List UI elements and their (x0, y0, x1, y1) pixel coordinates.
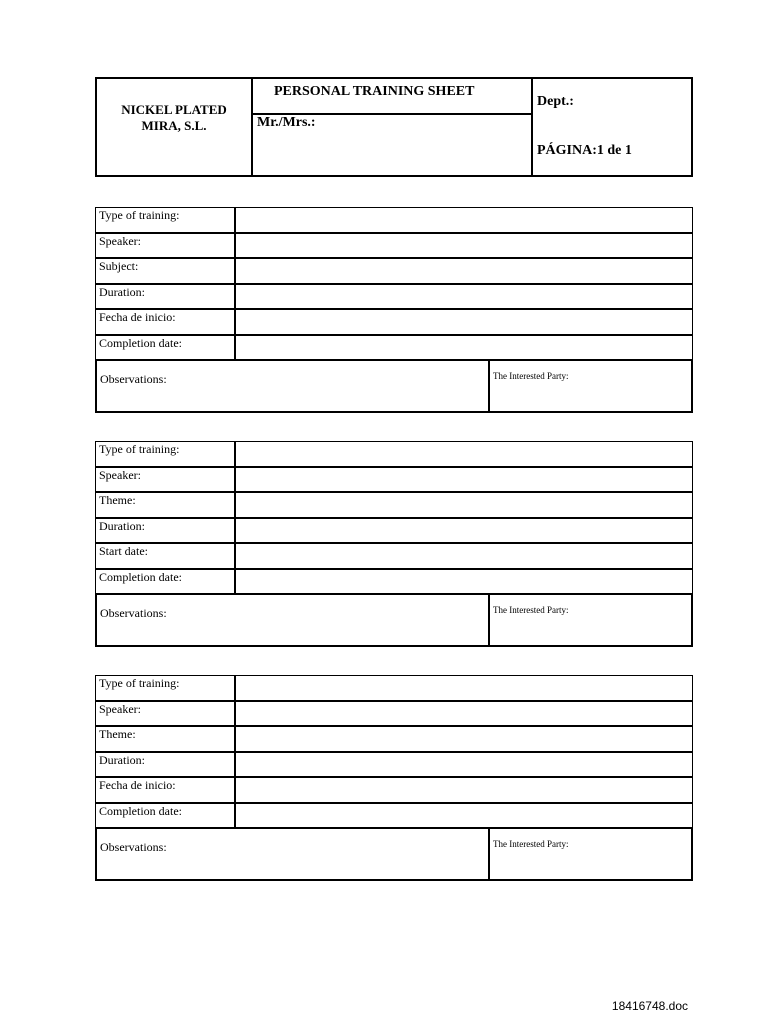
form-row-label: Speaker: (99, 701, 141, 716)
interested-party-label: The Interested Party: (493, 371, 569, 381)
form-row-value-field[interactable] (234, 777, 693, 803)
form-row-value-field[interactable] (234, 258, 693, 284)
observations-divider (488, 361, 490, 411)
form-row-value-field[interactable] (234, 726, 693, 752)
form-row-label: Duration: (99, 752, 145, 767)
form-row (95, 518, 693, 544)
form-row (95, 701, 693, 727)
dept-field-label: Dept.: (537, 94, 574, 109)
observations-divider (488, 829, 490, 879)
form-row-value-field[interactable] (234, 518, 693, 544)
form-row-label: Completion date: (99, 569, 182, 584)
form-row-value-field[interactable] (234, 335, 693, 361)
observations-label: Observations: (100, 606, 167, 620)
mr-mrs-field-label: Mr./Mrs.: (257, 115, 316, 130)
page-number: PÁGINA:1 de 1 (537, 143, 632, 158)
observations-divider (488, 595, 490, 645)
form-row (95, 543, 693, 569)
header-divider-right (531, 77, 533, 177)
form-row-label: Speaker: (99, 467, 141, 482)
form-row-value-field[interactable] (234, 675, 693, 701)
form-row-label: Speaker: (99, 233, 141, 248)
form-row-label: Theme: (99, 727, 136, 741)
company-name-line1: NICKEL PLATED (121, 102, 227, 117)
form-row-value-field[interactable] (234, 441, 693, 467)
interested-party-label: The Interested Party: (493, 839, 569, 849)
form-row-label: Type of training: (99, 208, 180, 222)
observations-label: Observations: (100, 372, 167, 386)
form-row (95, 207, 693, 233)
form-row (95, 258, 693, 284)
form-row (95, 777, 693, 803)
form-row-value-field[interactable] (234, 701, 693, 727)
form-row-value-field[interactable] (234, 207, 693, 233)
form-row (95, 467, 693, 493)
form-row (95, 233, 693, 259)
observations-row (95, 827, 693, 881)
form-row (95, 441, 693, 467)
form-row-value-field[interactable] (234, 233, 693, 259)
form-row-value-field[interactable] (234, 803, 693, 829)
form-row-value-field[interactable] (234, 309, 693, 335)
form-row-label: Duration: (99, 518, 145, 533)
form-row-label: Fecha de inicio: (99, 778, 176, 792)
form-row-label: Completion date: (99, 335, 182, 350)
form-row-label: Theme: (99, 493, 136, 507)
form-row-label: Fecha de inicio: (99, 310, 176, 324)
interested-party-label: The Interested Party: (493, 605, 569, 615)
form-row (95, 335, 693, 361)
form-row-label: Completion date: (99, 803, 182, 818)
form-row-label: Subject: (99, 259, 139, 273)
form-row-label: Type of training: (99, 442, 180, 456)
form-row (95, 752, 693, 778)
form-row (95, 675, 693, 701)
form-row (95, 492, 693, 518)
footer-filename: 18416748.doc (611, 999, 688, 1013)
form-row (95, 284, 693, 310)
observations-label: Observations: (100, 840, 167, 854)
form-row-value-field[interactable] (234, 569, 693, 595)
form-row-label: Type of training: (99, 676, 180, 690)
document-title: PERSONAL TRAINING SHEET (274, 84, 475, 99)
form-row-label: Duration: (99, 284, 145, 299)
form-row (95, 569, 693, 595)
form-row-value-field[interactable] (234, 467, 693, 493)
form-row-label: Start date: (99, 544, 148, 558)
form-row-value-field[interactable] (234, 492, 693, 518)
form-row-value-field[interactable] (234, 543, 693, 569)
company-name-line2: MIRA, S.L. (141, 118, 207, 133)
observations-row (95, 359, 693, 413)
form-row-value-field[interactable] (234, 284, 693, 310)
company-name (96, 102, 252, 134)
form-row (95, 726, 693, 752)
form-row (95, 309, 693, 335)
form-row (95, 803, 693, 829)
form-row-value-field[interactable] (234, 752, 693, 778)
observations-row (95, 593, 693, 647)
